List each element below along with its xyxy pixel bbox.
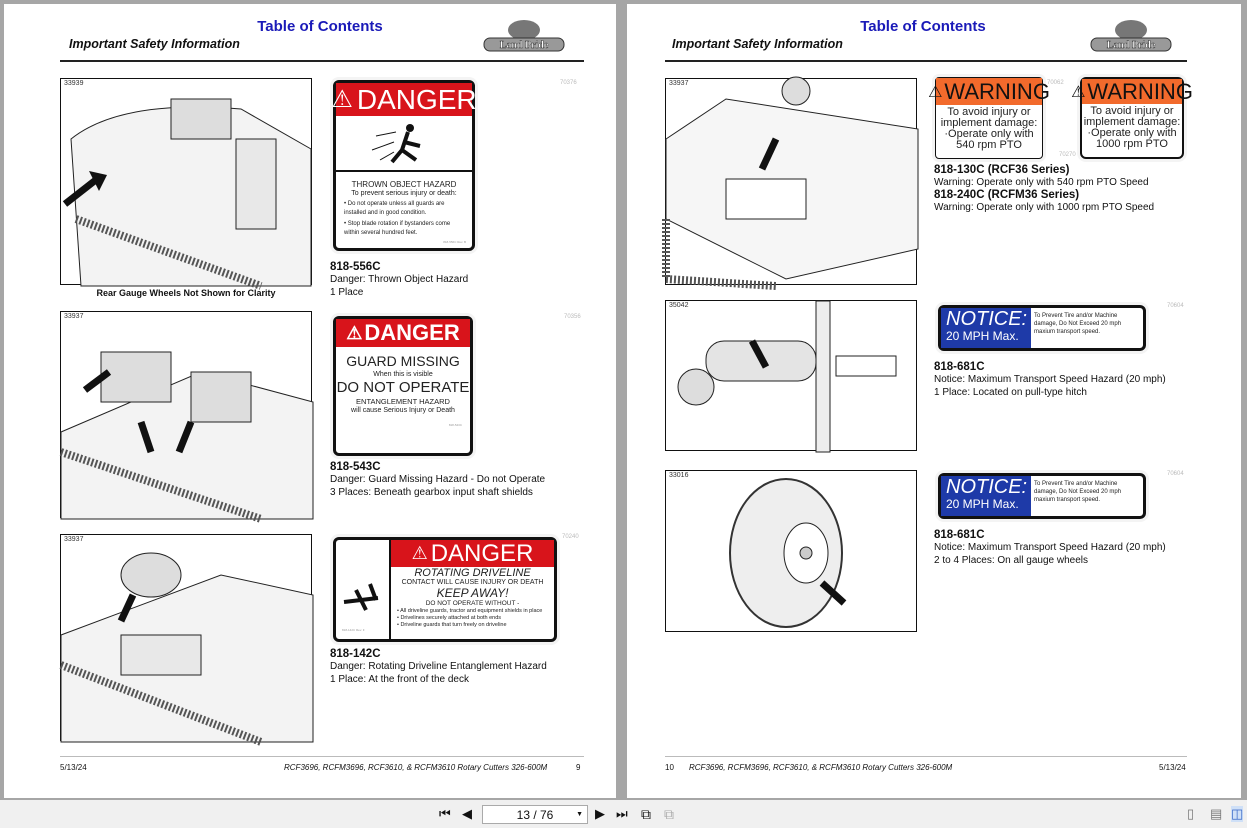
svg-text:Land Pride: Land Pride <box>1106 40 1156 51</box>
decal-line: To prevent serious injury or death: <box>351 190 457 197</box>
two-page-view-icon[interactable]: ◫ <box>1231 806 1244 821</box>
decal-code: 818-556C <box>330 261 381 273</box>
decal-line: ·Operate only with <box>944 128 1034 140</box>
decal-line: • Do not operate unless all guards are installed and in good condition. <box>344 201 445 216</box>
footer-date: 5/13/24 <box>1159 763 1186 772</box>
warning-triangle-icon: ⚠ <box>331 86 353 113</box>
decal-description: Notice: Maximum Transport Speed Hazard (20 mph) <box>934 374 1166 385</box>
next-page-icon[interactable]: ▶ <box>595 806 605 821</box>
danger-decal-guard-missing <box>333 316 473 456</box>
header-rule <box>665 60 1187 62</box>
decal-line: To avoid injury or <box>1090 105 1174 117</box>
hitch-illustration <box>666 301 918 452</box>
decal-ref: 70604 <box>1167 303 1184 309</box>
decal-ref: 70240 <box>562 534 579 540</box>
decal-description: Danger: Rotating Driveline Entanglement Hazard <box>330 661 547 672</box>
warning-triangle-icon: ⚠ <box>928 83 943 101</box>
figure-driveline <box>60 534 312 741</box>
decal-line: ENTANGLEMENT HAZARD <box>356 397 450 406</box>
warning-decal-540 <box>928 77 1050 159</box>
notice-panel: NOTICE: 20 MPH Max. <box>941 476 1031 516</box>
figure-deck-rear <box>60 78 312 285</box>
warning-header: ⚠ WARNING <box>928 78 1050 104</box>
figure-gauge-wheel <box>665 470 917 632</box>
driveline-illustration <box>61 535 313 742</box>
notice-text: To Prevent Tire and/or Machine damage, Do Not Exceed 20 mph maxium transport speed. <box>1034 481 1122 503</box>
land-pride-logo <box>1085 18 1177 54</box>
notice-decal-wheel <box>938 473 1146 519</box>
figure-hitch <box>665 300 917 451</box>
decal-places: 1 Place <box>330 287 364 298</box>
decal-line: ROTATING DRIVELINE <box>414 567 531 579</box>
decal-line: DO NOT OPERATE <box>336 379 470 396</box>
figure-gearbox <box>60 311 312 518</box>
figure-caption: Rear Gauge Wheels Not Shown for Clarity <box>96 288 276 298</box>
decal-line: CONTACT WILL CAUSE INJURY OR DEATH <box>401 579 544 586</box>
decal-places: 2 to 4 Places: On all gauge wheels <box>934 555 1088 566</box>
danger-header: ⚠ DANGER <box>336 319 470 347</box>
decal-line: GUARD MISSING <box>346 353 460 369</box>
footer-document: RCF3696, RCFM3696, RCF3610, & RCFM3610 Rotary Cutters 326-600M <box>689 763 953 772</box>
figure-number: 33937 <box>64 536 84 543</box>
first-page-icon[interactable]: ⏮ <box>439 806 451 821</box>
copy-page-icon[interactable]: ⧉ <box>641 806 651 822</box>
cutter-illustration <box>61 79 313 286</box>
notice-decal-hitch <box>938 305 1146 351</box>
decal-code: 818-543C <box>330 461 381 473</box>
decal-line: • Driveline guards that turn freely on driveline <box>397 622 507 628</box>
decal-line: • Drivelines securely attached at both ends <box>397 615 502 621</box>
decal-code: 818-681C <box>934 361 985 373</box>
decal-description: Notice: Maximum Transport Speed Hazard (20 mph) <box>934 542 1166 553</box>
warning-decal-1000 <box>1071 77 1193 159</box>
decal-code: 818-142C <box>330 648 381 660</box>
decal-line: 540 rpm PTO <box>956 139 1022 151</box>
decal-part-number: 818-556C Rev. B <box>443 240 466 244</box>
decal-description: Danger: Guard Missing Hazard - Do not Operate <box>330 474 546 485</box>
footer-date: 5/13/24 <box>60 763 87 772</box>
figure-number: 33016 <box>669 472 689 479</box>
last-page-icon[interactable]: ⏭ <box>616 806 628 821</box>
decal-line: KEEP AWAY! <box>436 586 509 600</box>
danger-header: ⚠ DANGER <box>391 540 554 567</box>
notice-panel: NOTICE: 20 MPH Max. <box>941 308 1031 348</box>
warning-triangle-icon: ⚠ <box>411 543 428 563</box>
decal-places: 1 Place: Located on pull-type hitch <box>934 387 1087 398</box>
header-rule <box>60 60 584 62</box>
decal-line: To avoid injury or <box>947 106 1031 118</box>
viewer-toolbar <box>0 800 1247 828</box>
decal-line: • All driveline guards, tractor and equipment shields in place <box>397 608 543 614</box>
decal-ref: 70604 <box>1167 471 1184 477</box>
warning-triangle-icon: ⚠ <box>1071 83 1086 101</box>
decal-code: 818-240C (RCFM36 Series) <box>934 189 1080 201</box>
decal-line: When this is visible <box>373 371 433 378</box>
figure-number: 33937 <box>669 80 689 87</box>
decal-ref: 70376 <box>560 80 577 86</box>
section-title: Important Safety Information <box>672 37 843 51</box>
page-title[interactable]: Table of Contents <box>257 18 383 35</box>
decal-line: implement damage: <box>1083 116 1181 128</box>
page-title[interactable]: Table of Contents <box>860 18 986 35</box>
entanglement-pictogram: 818-142C Rev. F <box>336 540 391 639</box>
warning-header: ⚠ WARNING <box>1071 78 1193 104</box>
decal-places: 3 Places: Beneath gearbox input shaft shields <box>330 487 533 498</box>
warning-triangle-icon: ⚠ <box>346 322 363 343</box>
footer-page-number: 9 <box>576 763 581 772</box>
land-pride-logo <box>478 18 570 54</box>
notice-text: To Prevent Tire and/or Machine damage, Do Not Exceed 20 mph maxium transport speed. <box>1034 313 1122 335</box>
figure-number: 35042 <box>669 302 689 309</box>
decal-code: 818-130C (RCF36 Series) <box>934 164 1070 176</box>
decal-line: DO NOT OPERATE WITHOUT - <box>425 600 520 607</box>
right-page <box>627 4 1241 798</box>
thrown-object-pictogram <box>336 116 472 172</box>
gearbox-illustration <box>61 312 313 519</box>
footer-rule <box>60 756 584 757</box>
decal-line: • Stop blade rotation if bystanders come within several hundred feet. <box>344 221 451 236</box>
danger-header: ⚠ DANGER <box>331 83 477 115</box>
footer-rule <box>665 756 1187 757</box>
decal-ref: 70356 <box>564 314 581 320</box>
decal-description: Danger: Thrown Object Hazard <box>330 274 469 285</box>
decal-description: Warning: Operate only with 1000 rpm PTO Speed <box>934 202 1155 213</box>
figure-number: 33937 <box>64 313 84 320</box>
danger-decal-rotating-driveline <box>333 537 557 642</box>
deck-illustration <box>666 79 918 286</box>
footer-page-number: 10 <box>665 763 674 772</box>
decal-line: THROWN OBJECT HAZARD <box>351 180 457 189</box>
decal-ref: 70062 <box>1047 80 1064 86</box>
decal-line: 1000 rpm PTO <box>1096 138 1168 150</box>
left-page <box>4 4 616 798</box>
previous-page-icon[interactable]: ◀ <box>462 806 472 821</box>
decal-code: 818-681C <box>934 529 985 541</box>
decal-line: ·Operate only with <box>1087 127 1177 139</box>
figure-deck-top <box>665 78 917 285</box>
decal-line: implement damage: <box>940 117 1038 129</box>
danger-decal-thrown-object <box>333 80 475 251</box>
decal-places: 1 Place: At the front of the deck <box>330 674 469 685</box>
decal-ref: 70270 <box>1059 152 1076 158</box>
continuous-view-icon[interactable]: ▤ <box>1210 806 1223 821</box>
figure-number: 33939 <box>64 80 84 87</box>
page-number-select[interactable]: 13 / 76 ▼ <box>482 805 588 824</box>
svg-text:Land Pride: Land Pride <box>499 40 549 51</box>
paste-page-icon[interactable]: ⧉ <box>664 806 674 822</box>
wheel-illustration <box>666 471 918 633</box>
footer-document: RCF3696, RCFM3696, RCF3610, & RCFM3610 Rotary Cutters 326-600M <box>284 763 548 772</box>
decal-part-number: 818-543C <box>448 423 462 427</box>
section-title: Important Safety Information <box>69 37 240 51</box>
decal-line: will cause Serious Injury or Death <box>351 407 455 414</box>
chevron-down-icon[interactable]: ▼ <box>576 811 583 818</box>
decal-description: Warning: Operate only with 540 rpm PTO Speed <box>934 177 1149 188</box>
single-page-view-icon[interactable]: ▯ <box>1187 806 1195 821</box>
